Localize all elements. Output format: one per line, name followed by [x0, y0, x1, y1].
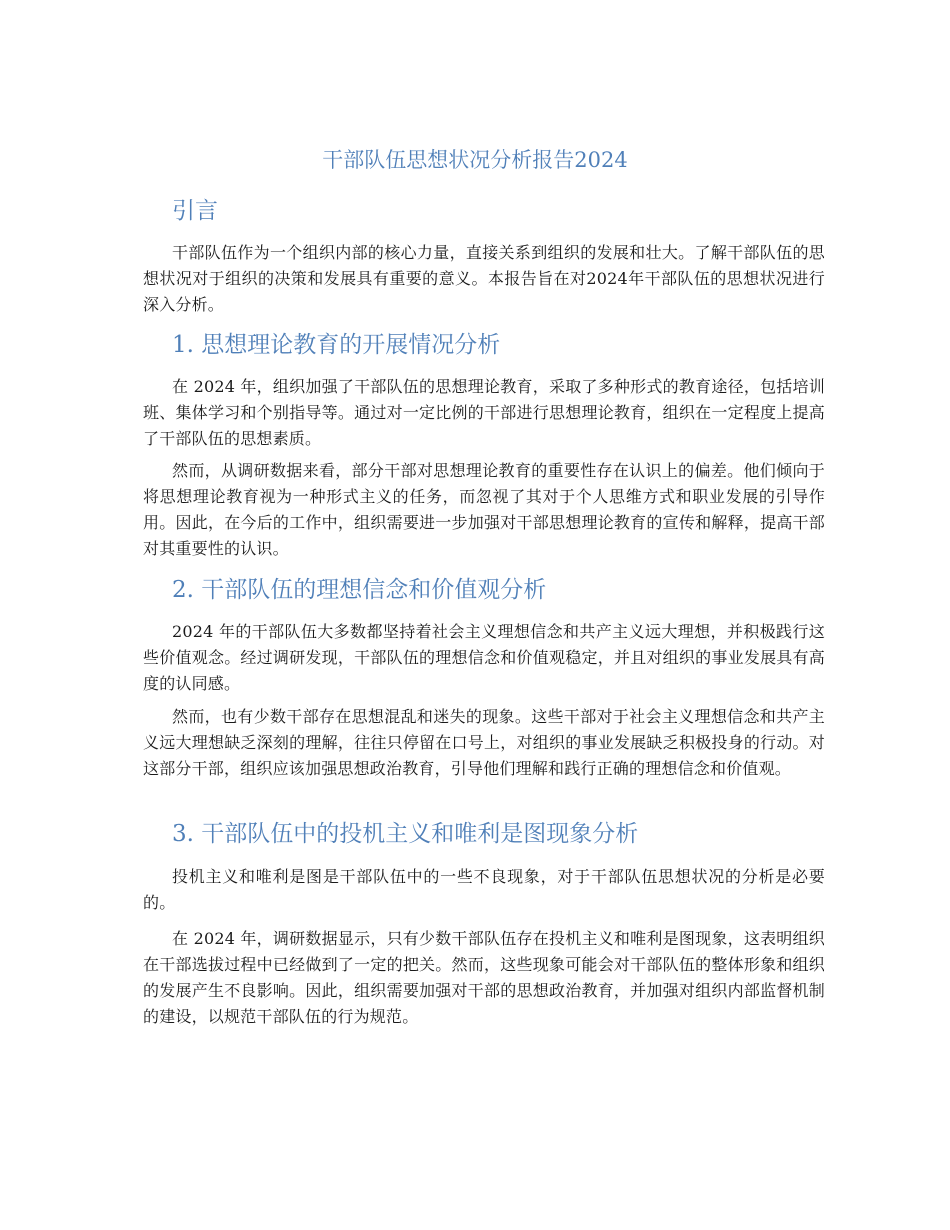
- paragraph: 干部队伍作为一个组织内部的核心力量，直接关系到组织的发展和壮大。了解干部队伍的思想状况对于组织的决策和发展具有重要的意义。本报告旨在对2024年干部队伍的思想状况进行深入分析。: [143, 243, 825, 314]
- paragraph: 在 2024 年，组织加强了干部队伍的思想理论教育，采取了多种形式的教育途径，包括培训班、集体学习和个别指导等。通过对一定比例的干部进行思想理论教育，组织在一定程度上提高了干部队伍的思想素质。: [143, 377, 825, 448]
- section-heading-1: 1. 思想理论教育的开展情况分析: [172, 332, 501, 358]
- section-heading-intro: 引言: [172, 198, 218, 224]
- section-heading-3: 3. 干部队伍中的投机主义和唯利是图现象分析: [172, 821, 639, 847]
- paragraph: 在 2024 年，调研数据显示，只有少数干部队伍存在投机主义和唯利是图现象，这表明组织在干部选拔过程中已经做到了一定的把关。然而，这些现象可能会对干部队伍的整体形象和组织的发展产生不良影响。因此，组织需要加强对干部的思想政治教育，并加强对组织内部监督机制的建设，以规范干部队伍的行为规范。: [143, 929, 825, 1026]
- paragraph: 投机主义和唯利是图是干部队伍中的一些不良现象，对于干部队伍思想状况的分析是必要的。: [143, 867, 825, 912]
- section-heading-2: 2. 干部队伍的理想信念和价值观分析: [172, 577, 547, 603]
- paragraph: 然而，从调研数据来看，部分干部对思想理论教育的重要性存在认识上的偏差。他们倾向于将思想理论教育视为一种形式主义的任务，而忽视了其对于个人思维方式和职业发展的引导作用。因此，在今后的工作中，组织需要进一步加强对干部思想理论教育的宣传和解释，提高干部对其重要性的认识。: [143, 461, 825, 558]
- document-title: 干部队伍思想状况分析报告2024: [322, 148, 628, 172]
- paragraph: 然而，也有少数干部存在思想混乱和迷失的现象。这些干部对于社会主义理想信念和共产主义远大理想缺乏深刻的理解，往往只停留在口号上，对组织的事业发展缺乏积极投身的行动。对这部分干部，组织应该加强思想政治教育，引导他们理解和践行正确的理想信念和价值观。: [143, 707, 825, 778]
- paragraph: 2024 年的干部队伍大多数都坚持着社会主义理想信念和共产主义远大理想，并积极践行这些价值观念。经过调研发现，干部队伍的理想信念和价值观稳定，并且对组织的事业发展具有高度的认同感。: [143, 622, 825, 693]
